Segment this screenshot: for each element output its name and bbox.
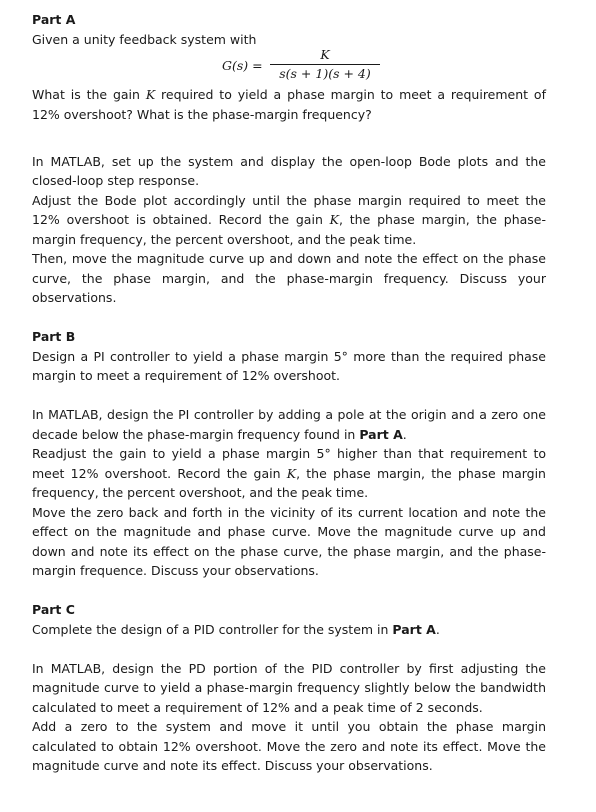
part-a-intro: Given a unity feedback system with	[32, 31, 257, 47]
part-a-matlab-adjust	[32, 191, 546, 250]
equation-lhs: G(s) =	[222, 58, 263, 73]
transfer-function-equation	[32, 49, 546, 85]
part-c-heading: Part C	[32, 602, 75, 617]
part-b-matlab-design	[32, 405, 546, 444]
part-a-adjust-text-2: , the phase margin, the phase-margin frequency, the percent overshoot, and the peak time.	[32, 212, 546, 247]
part-b-heading: Part B	[32, 329, 76, 344]
part-c-matlab-zero: Add a zero to the system and move it until you obtain the phase margin calculated to obtain 12% overshoot. Move the zero and note its effect. Move the magnitude curve and note its effect. Discuss your observations.	[32, 719, 546, 773]
part-a-reference: Part A	[359, 426, 403, 442]
equation-fraction	[270, 47, 380, 82]
equation-numerator: K	[320, 47, 330, 62]
part-b-matlab-observe: Move the zero back and forth in the vicinity of its current location and note the effect on the magnitude and phase curve. Move the magnitude curve up and down and note its effect on the phase curve, the phase margin, and the phase-margin frequence. Discuss your observations.	[32, 504, 546, 578]
part-a-matlab-observe: Then, move the magnitude curve up and down and note the effect on the phase curve, the phase margin, and the phase-margin frequency. Discuss your observations.	[32, 251, 546, 305]
part-c-intro-text-2: .	[435, 621, 440, 637]
part-a-heading: Part A	[32, 12, 76, 27]
gain-variable: K	[145, 87, 156, 102]
part-b-intro: Design a PI controller to yield a phase margin 5° more than the required phase margin to meet a requirement of 12% overshoot.	[32, 348, 546, 383]
part-b-matlab-readjust	[32, 444, 546, 503]
gain-variable: K	[286, 465, 297, 481]
part-a-reference: Part A	[392, 621, 436, 637]
part-b-design-text-1: In MATLAB, design the PI controller by adding a pole at the origin and a zero one decade below the phase-margin frequency found in	[32, 407, 546, 442]
equation-denominator: s(s + 1)(s + 4)	[279, 66, 371, 81]
part-a-matlab-setup: In MATLAB, set up the system and display the open-loop Bode plots and the closed-loop step response.	[32, 153, 546, 188]
gain-variable: K	[329, 212, 340, 227]
part-c-matlab-design: In MATLAB, design the PD portion of the PID controller by first adjusting the magnitude curve to yield a phase-margin frequency slightly below the bandwidth calculated to meet a requirement of 12% and a peak time of 2 seconds.	[32, 660, 546, 715]
part-c-intro-text-1: Complete the design of a PID controller for the system in	[32, 621, 393, 637]
part-c-intro	[32, 620, 546, 640]
document-page	[32, 0, 546, 776]
part-a-question-text-2: required to yield a phase margin to meet a requirement of 12% overshoot? What is the phase-margin frequency?	[32, 87, 546, 122]
part-a-question	[32, 85, 546, 124]
part-a-question-text-1: What is the gain	[32, 87, 146, 102]
part-a-adjust-text-1: Adjust the Bode plot accordingly until the phase margin required to meet the 12% overshoot is obtained. Record the gain	[32, 192, 546, 227]
part-b-design-text-2: .	[402, 426, 407, 442]
part-b-readjust-text-1: Readjust the gain to yield a phase margin 5° higher than that requirement to meet 12% overshoot. Record the gain	[32, 446, 546, 481]
part-b-readjust-text-2: , the phase margin, the phase margin frequency, the percent overshoot, and the peak time.	[32, 465, 546, 500]
fraction-bar	[270, 64, 380, 65]
